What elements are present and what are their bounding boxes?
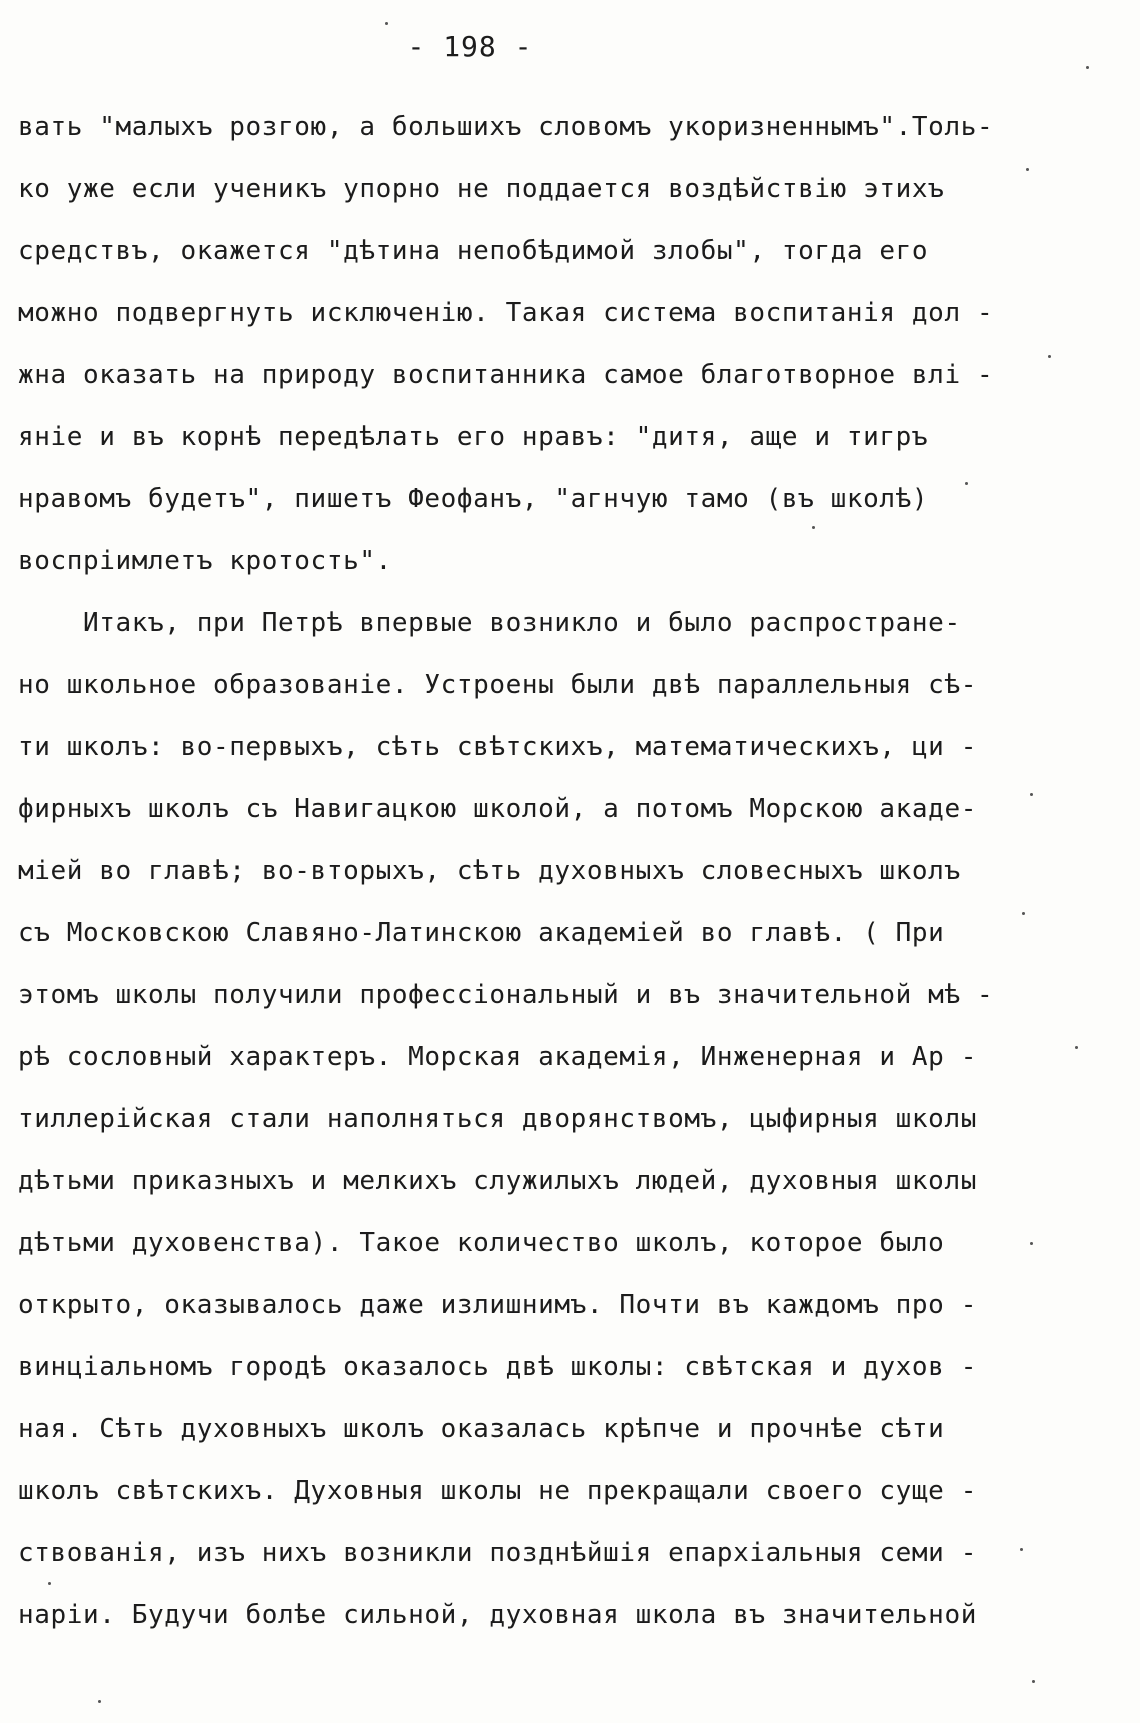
scan-speck bbox=[1020, 1548, 1023, 1551]
scan-speck bbox=[1022, 912, 1025, 915]
text-line: школъ свѣтскихъ. Духовныя школы не прекращали своего суще - bbox=[18, 1476, 977, 1506]
text-line: наріи. Будучи болѣе сильной, духовная школа въ значительной bbox=[18, 1600, 977, 1630]
text-line: дѣтьми духовенства). Такое количество школъ, которое было bbox=[18, 1228, 945, 1258]
scan-speck bbox=[1075, 1046, 1078, 1049]
text-line: винціальномъ городѣ оказалось двѣ школы: свѣтская и духов - bbox=[18, 1352, 977, 1382]
text-line: жна оказать на природу воспитанника самое благотворное влі - bbox=[18, 360, 994, 390]
body-text bbox=[18, 96, 1118, 1646]
scan-speck bbox=[965, 482, 968, 485]
text-line: нравомъ будетъ", пишетъ Феофанъ, "агнчую тамо (въ школѣ) bbox=[18, 484, 929, 514]
text-line: дѣтьми приказныхъ и мелкихъ служилыхъ людей, духовныя школы bbox=[18, 1166, 977, 1196]
scan-speck bbox=[1032, 1680, 1035, 1683]
text-line: можно подвергнуть исключенію. Такая система воспитанія дол - bbox=[18, 298, 994, 328]
text-line: средствъ, окажется "дѣтина непобѣдимой злобы", тогда его bbox=[18, 236, 929, 266]
scan-speck bbox=[1086, 66, 1089, 69]
text-line: міей во главѣ; во-вторыхъ, сѣть духовныхъ словесныхъ школъ bbox=[18, 856, 961, 886]
text-line: ствованія, изъ нихъ возникли позднѣйшія епархіальныя семи - bbox=[18, 1538, 977, 1568]
text-line: фирныхъ школъ съ Навигацкою школой, а потомъ Морскою акаде- bbox=[18, 794, 977, 824]
text-line: ная. Сѣть духовныхъ школъ оказалась крѣпче и прочнѣе сѣти bbox=[18, 1414, 945, 1444]
text-line: ти школъ: во-первыхъ, сѣть свѣтскихъ, математическихъ, ци - bbox=[18, 732, 977, 762]
scan-speck bbox=[385, 22, 388, 25]
text-line: вать "малыхъ розгою, а большихъ словомъ укоризненнымъ".Толь- bbox=[18, 112, 994, 142]
text-line: рѣ сословный характеръ. Морская академія, Инженерная и Ар - bbox=[18, 1042, 977, 1072]
text-line: съ Московскою Славяно-Латинскою академіей во главѣ. ( При bbox=[18, 918, 945, 948]
text-line: открыто, оказывалось даже излишнимъ. Почти въ каждомъ про - bbox=[18, 1290, 977, 1320]
text-line: воспріимлетъ кротость". bbox=[18, 546, 392, 576]
text-line: ко уже если ученикъ упорно не поддается воздѣйствію этихъ bbox=[18, 174, 945, 204]
scan-speck bbox=[48, 1582, 51, 1585]
text-line: Итакъ, при Петрѣ впервые возникло и было распростране- bbox=[18, 608, 961, 638]
text-line: но школьное образованіе. Устроены были двѣ параллельныя сѣ- bbox=[18, 670, 977, 700]
scan-speck bbox=[98, 1700, 101, 1703]
text-line: тиллерійская стали наполняться дворянствомъ, цыфирныя школы bbox=[18, 1104, 977, 1134]
scan-speck bbox=[1026, 168, 1029, 171]
scan-speck bbox=[1048, 355, 1051, 358]
scan-speck bbox=[812, 526, 815, 529]
scan-speck bbox=[1030, 1242, 1033, 1245]
scan-speck bbox=[1030, 793, 1033, 796]
text-line: яніе и въ корнѣ передѣлать его нравъ: "дитя, аще и тигръ bbox=[18, 422, 929, 452]
page-number: - 198 - bbox=[407, 30, 533, 63]
text-line: этомъ школы получили профессіональный и въ значительной мѣ - bbox=[18, 980, 994, 1010]
